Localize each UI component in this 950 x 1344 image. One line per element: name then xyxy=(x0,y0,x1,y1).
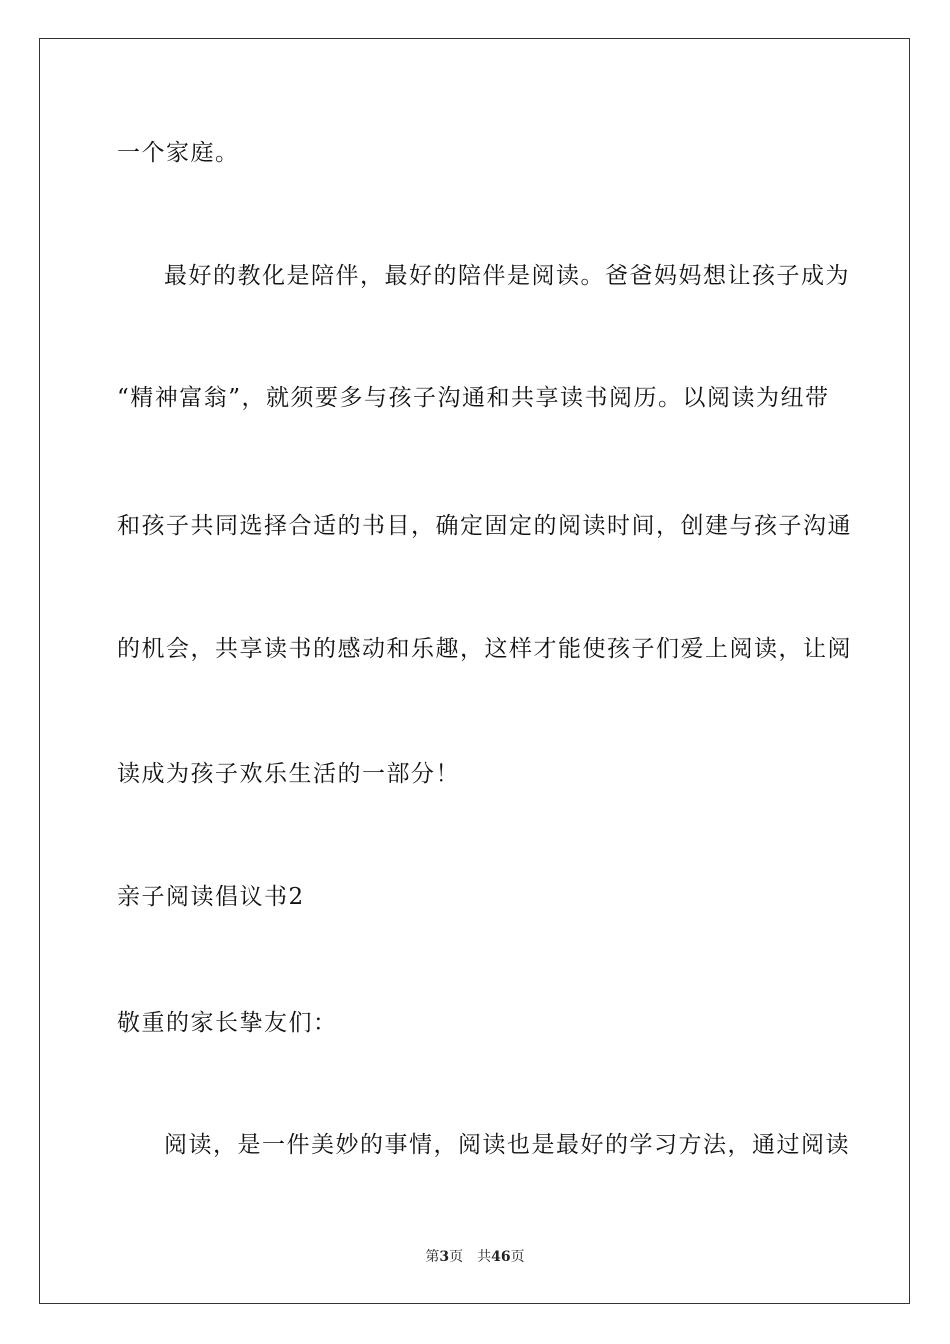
total-page-number: 46 xyxy=(491,1249,511,1265)
paragraph-line-1: 一个家庭。 xyxy=(117,140,240,166)
salutation: 敬重的家长挚友们： xyxy=(117,1010,338,1036)
page-footer xyxy=(0,1248,950,1266)
paragraph-line-6: 读成为孩子欢乐生活的一部分！ xyxy=(117,761,460,787)
total-suffix: 页 xyxy=(510,1249,525,1265)
paragraph-line-3: “精神富翁”，就须要多与孩子沟通和共享读书阅历。以阅读为纽带 xyxy=(117,385,830,411)
paragraph-line-4: 和孩子共同选择合适的书目，确定固定的阅读时间，创建与孩子沟通 xyxy=(117,513,852,539)
page-suffix: 页 xyxy=(449,1249,464,1265)
page-prefix: 第 xyxy=(425,1249,440,1265)
paragraph-line-9: 阅读，是一件美妙的事情，阅读也是最好的学习方法，通过阅读 xyxy=(164,1132,850,1158)
current-page-number: 3 xyxy=(439,1249,450,1265)
paragraph-line-2: 最好的教化是陪伴，最好的陪伴是阅读。爸爸妈妈想让孩子成为 xyxy=(164,263,850,289)
page-border xyxy=(39,38,910,1304)
section-heading: 亲子阅读倡议书2 xyxy=(117,884,305,910)
total-prefix: 共 xyxy=(477,1249,492,1265)
paragraph-line-5: 的机会，共享读书的感动和乐趣，这样才能使孩子们爱上阅读，让阅 xyxy=(117,636,852,662)
